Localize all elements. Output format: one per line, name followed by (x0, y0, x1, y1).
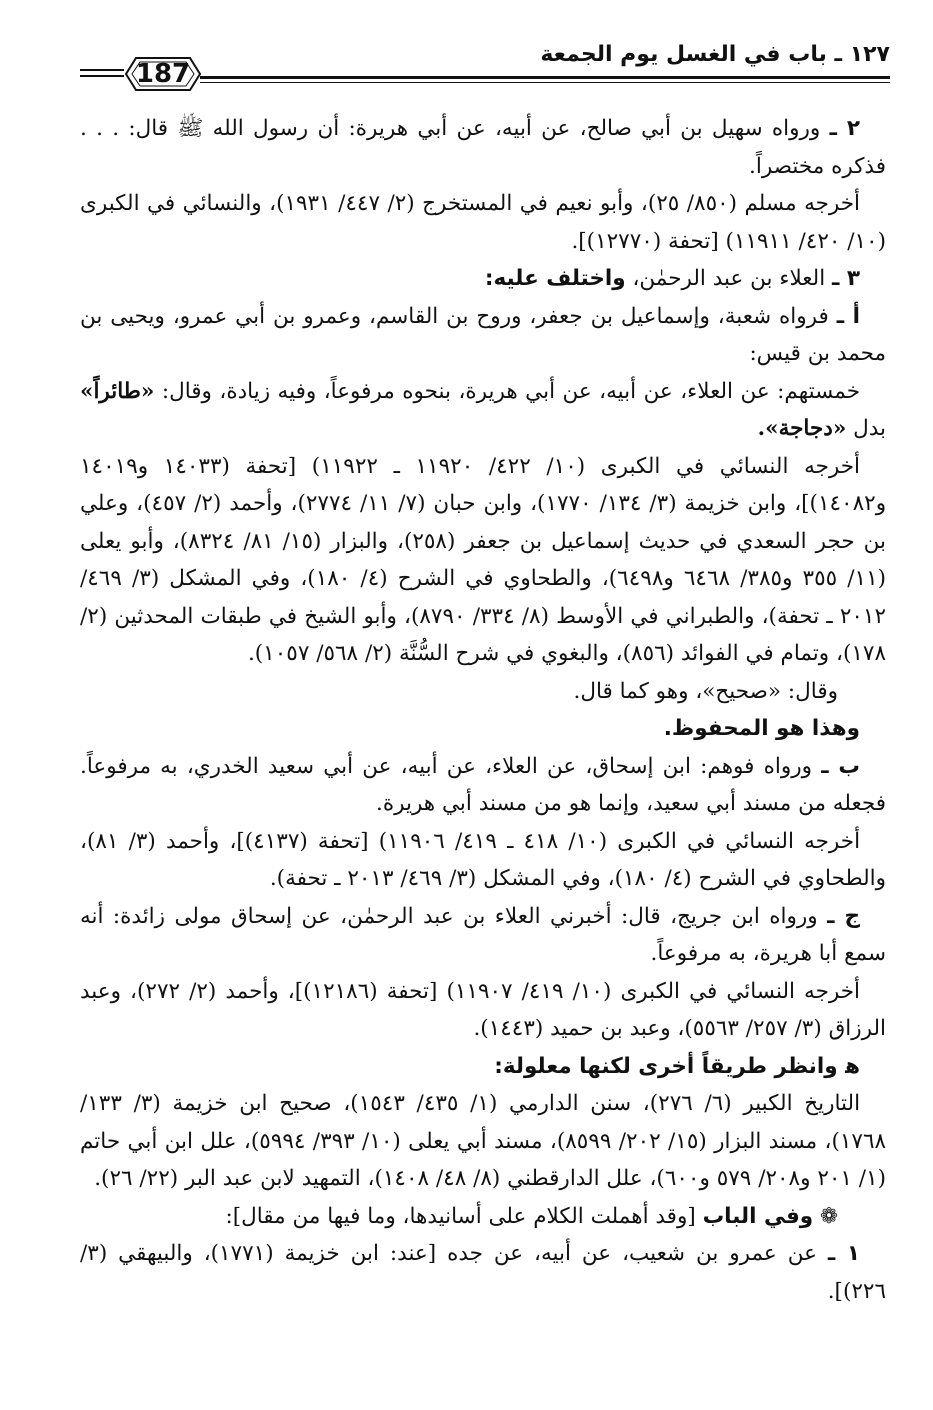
paragraph (80, 748, 886, 823)
item-marker: ٢ ـ (829, 116, 861, 141)
header-rule-left (80, 69, 124, 71)
paragraph-bold (80, 1048, 886, 1086)
paragraph-text: التاريخ الكبير (٦/ ٢٧٦)، سنن الدارمي (١/ ٤٣٥/ ١٥٤٣)، صحيح ابن خزيمة (٣/ ١٣٣/ ١٧٦٨)، مسند البزار (١٥/ ٢٠٢/ ٨٥٩٩)، مسند أبي يعلى (١٠/ ٣٩٣/ ٥٩٩٤)، علل ابن أبي حاتم (١/ ٢٠١ و٢٠٨/ ٥٧٩ و٦٠٠)، علل الدارقطني (٨/ ٤٨/ ١٤٠٨)، التمهيد لابن عبد البر (٢٢/ ٢٦). (80, 1091, 887, 1191)
paragraph-bold (80, 710, 886, 748)
paragraph (80, 260, 886, 298)
paragraph-text: فرواه شعبة، وإسماعيل بن جعفر، وروح بن القاسم، وعمرو بن أبي عمرو، ويحيى بن محمد بن قيس: (80, 303, 886, 366)
paragraph-text: وانظر طريقاً أخرى لكنها معلولة: (494, 1053, 838, 1079)
paragraph (80, 1235, 886, 1310)
paragraph (80, 1198, 886, 1236)
paragraph-text: أخرجه النسائي في الكبرى (١٠/ ٤١٨ ـ ٤١٩/ ١١٩٠٦) [تحفة (٤١٣٧)]، وأحمد (٣/ ٨١)، والطحاوي في الشرح (٤/ ١٨٠)، وفي المشكل (٣/ ٤٦٩/ ٢٠١٣ ـ تحفة). (80, 828, 886, 891)
paragraph-text: ورواه فوهم: ابن إسحاق، عن العلاء، عن أبيه، عن أبي سعيد الخدري، به مرفوعاً. فجعله من مسند أبي سعيد، وإنما هو من مسند أبي هريرة. (80, 753, 886, 816)
page-header (80, 42, 890, 100)
paragraph (80, 110, 886, 185)
section-marker-icon: ﻫ (845, 1053, 860, 1079)
paragraph (80, 185, 886, 260)
paragraph-tail: [وقد أهملت الكلام على أسانيدها، وما فيها من مقال]: (225, 1203, 696, 1229)
paragraph (80, 373, 886, 448)
paragraph-text: أخرجه النسائي في الكبرى (١٠/ ٤٢٢/ ١١٩٢٠ ـ ١١٩٢٢) [تحفة (١٤٠٣٣ و١٤٠١٩ و١٤٠٨٢)]، وابن خزيمة (٣/ ١٣٤/ ١٧٧٠)، وابن حبان (٧/ ١١/ ٢٧٧٤)، وأحمد (٢/ ٤٥٧)، وعلي بن حجر السعدي في حديث إسماعيل بن جعفر (٢٥٨)، والبزار (١٥/ ٨١/ ٨٣٢٤)، وأبو يعلى (١١/ ٣٥٥ و٣٨٥/ ٦٤٦٨ و٦٤٩٨)، والطحاوي في الشرح (٤/ ١٨٠)، وفي المشكل (٣/ ٤٦٩/ ٢٠١٢ ـ تحفة)، والطبراني في الأوسط (٨/ ٣٣٤/ ٨٧٩٠)، وأبو الشيخ في طبقات المحدثين (٢/ ١٧٨)، وتمام في الفوائد (٨٥٦)، والبغوي في شرح السُّنَّة (٢/ ٥٦٨/ ١٠٥٧). (80, 453, 887, 666)
paragraph-text: وفي الباب (702, 1203, 814, 1229)
paragraph (80, 898, 886, 973)
paragraph-text: أخرجه النسائي في الكبرى (١٠/ ٤١٩/ ١١٩٠٧) [تحفة (١٢١٨٦)]، وأحمد (٢/ ٢٧٢)، وعبد الرزاق (٣/ ٢٥٧/ ٥٥٦٣)، وعبد بن حميد (١٤٤٣). (80, 978, 886, 1041)
header-rule (200, 76, 890, 79)
bold-quote: «طائراً» (80, 378, 155, 404)
page-number-badge (124, 54, 202, 94)
paragraph (80, 673, 886, 711)
page-body (80, 110, 886, 1310)
paragraph-text: وهذا هو المحفوظ. (663, 716, 860, 741)
item-marker: أ ـ (836, 303, 860, 329)
paragraph-text: ورواه ابن جريج، قال: أخبرني العلاء بن عبد الرحمٰن، عن إسحاق مولى زائدة: أنه سمع أبا هريرة، به مرفوعاً. (80, 903, 886, 966)
item-marker: ج ـ (827, 903, 860, 929)
paragraph (80, 298, 886, 373)
paragraph-text: بدل (853, 416, 886, 441)
flower-ornament-icon: ❁ (819, 1203, 838, 1229)
paragraph-bold-tail: واختلف عليه: (484, 266, 626, 291)
paragraph-text: خمستهم: عن العلاء، عن أبيه، عن أبي هريرة، بنحوه مرفوعاً، وفيه زيادة، وقال: (161, 378, 860, 404)
running-title: ١٢٧ ـ باب في الغسل يوم الجمعة (540, 42, 890, 67)
header-rule-left-thin (80, 75, 124, 77)
paragraph-text: ورواه سهيل بن أبي صالح، عن أبيه، عن أبي هريرة: أن رسول الله ﷺ قال: . . . فذكره مختصراً. (80, 116, 886, 179)
paragraph (80, 823, 886, 898)
paragraph-text: أخرجه مسلم (٨٥٠/ ٢٥)، وأبو نعيم في المستخرج (٢/ ٤٤٧/ ١٩٣١)، والنسائي في الكبرى (١٠/ ٤٢٠/ ١١٩١١) [تحفة (١٢٧٧٠)]. (80, 191, 886, 254)
paragraph-text: عن عمرو بن شعيب، عن أبيه، عن جده [عند: ابن خزيمة (١٧٧١)، والبيهقي (٣/ ٢٢٦)]. (80, 1241, 886, 1304)
item-marker: ٣ ـ (832, 266, 860, 291)
paragraph (80, 448, 886, 673)
bold-quote: «دجاجة». (757, 416, 847, 441)
header-rule-thin (200, 82, 890, 83)
paragraph (80, 1085, 886, 1198)
paragraph-text: العلاء بن عبد الرحمٰن، (632, 266, 826, 291)
page-number: 187 (135, 59, 191, 89)
paragraph (80, 973, 886, 1048)
paragraph-text: وقال: «صحيح»، وهو كما قال. (573, 678, 838, 704)
item-marker: ب ـ (821, 753, 860, 779)
item-marker: ١ ـ (827, 1241, 860, 1266)
